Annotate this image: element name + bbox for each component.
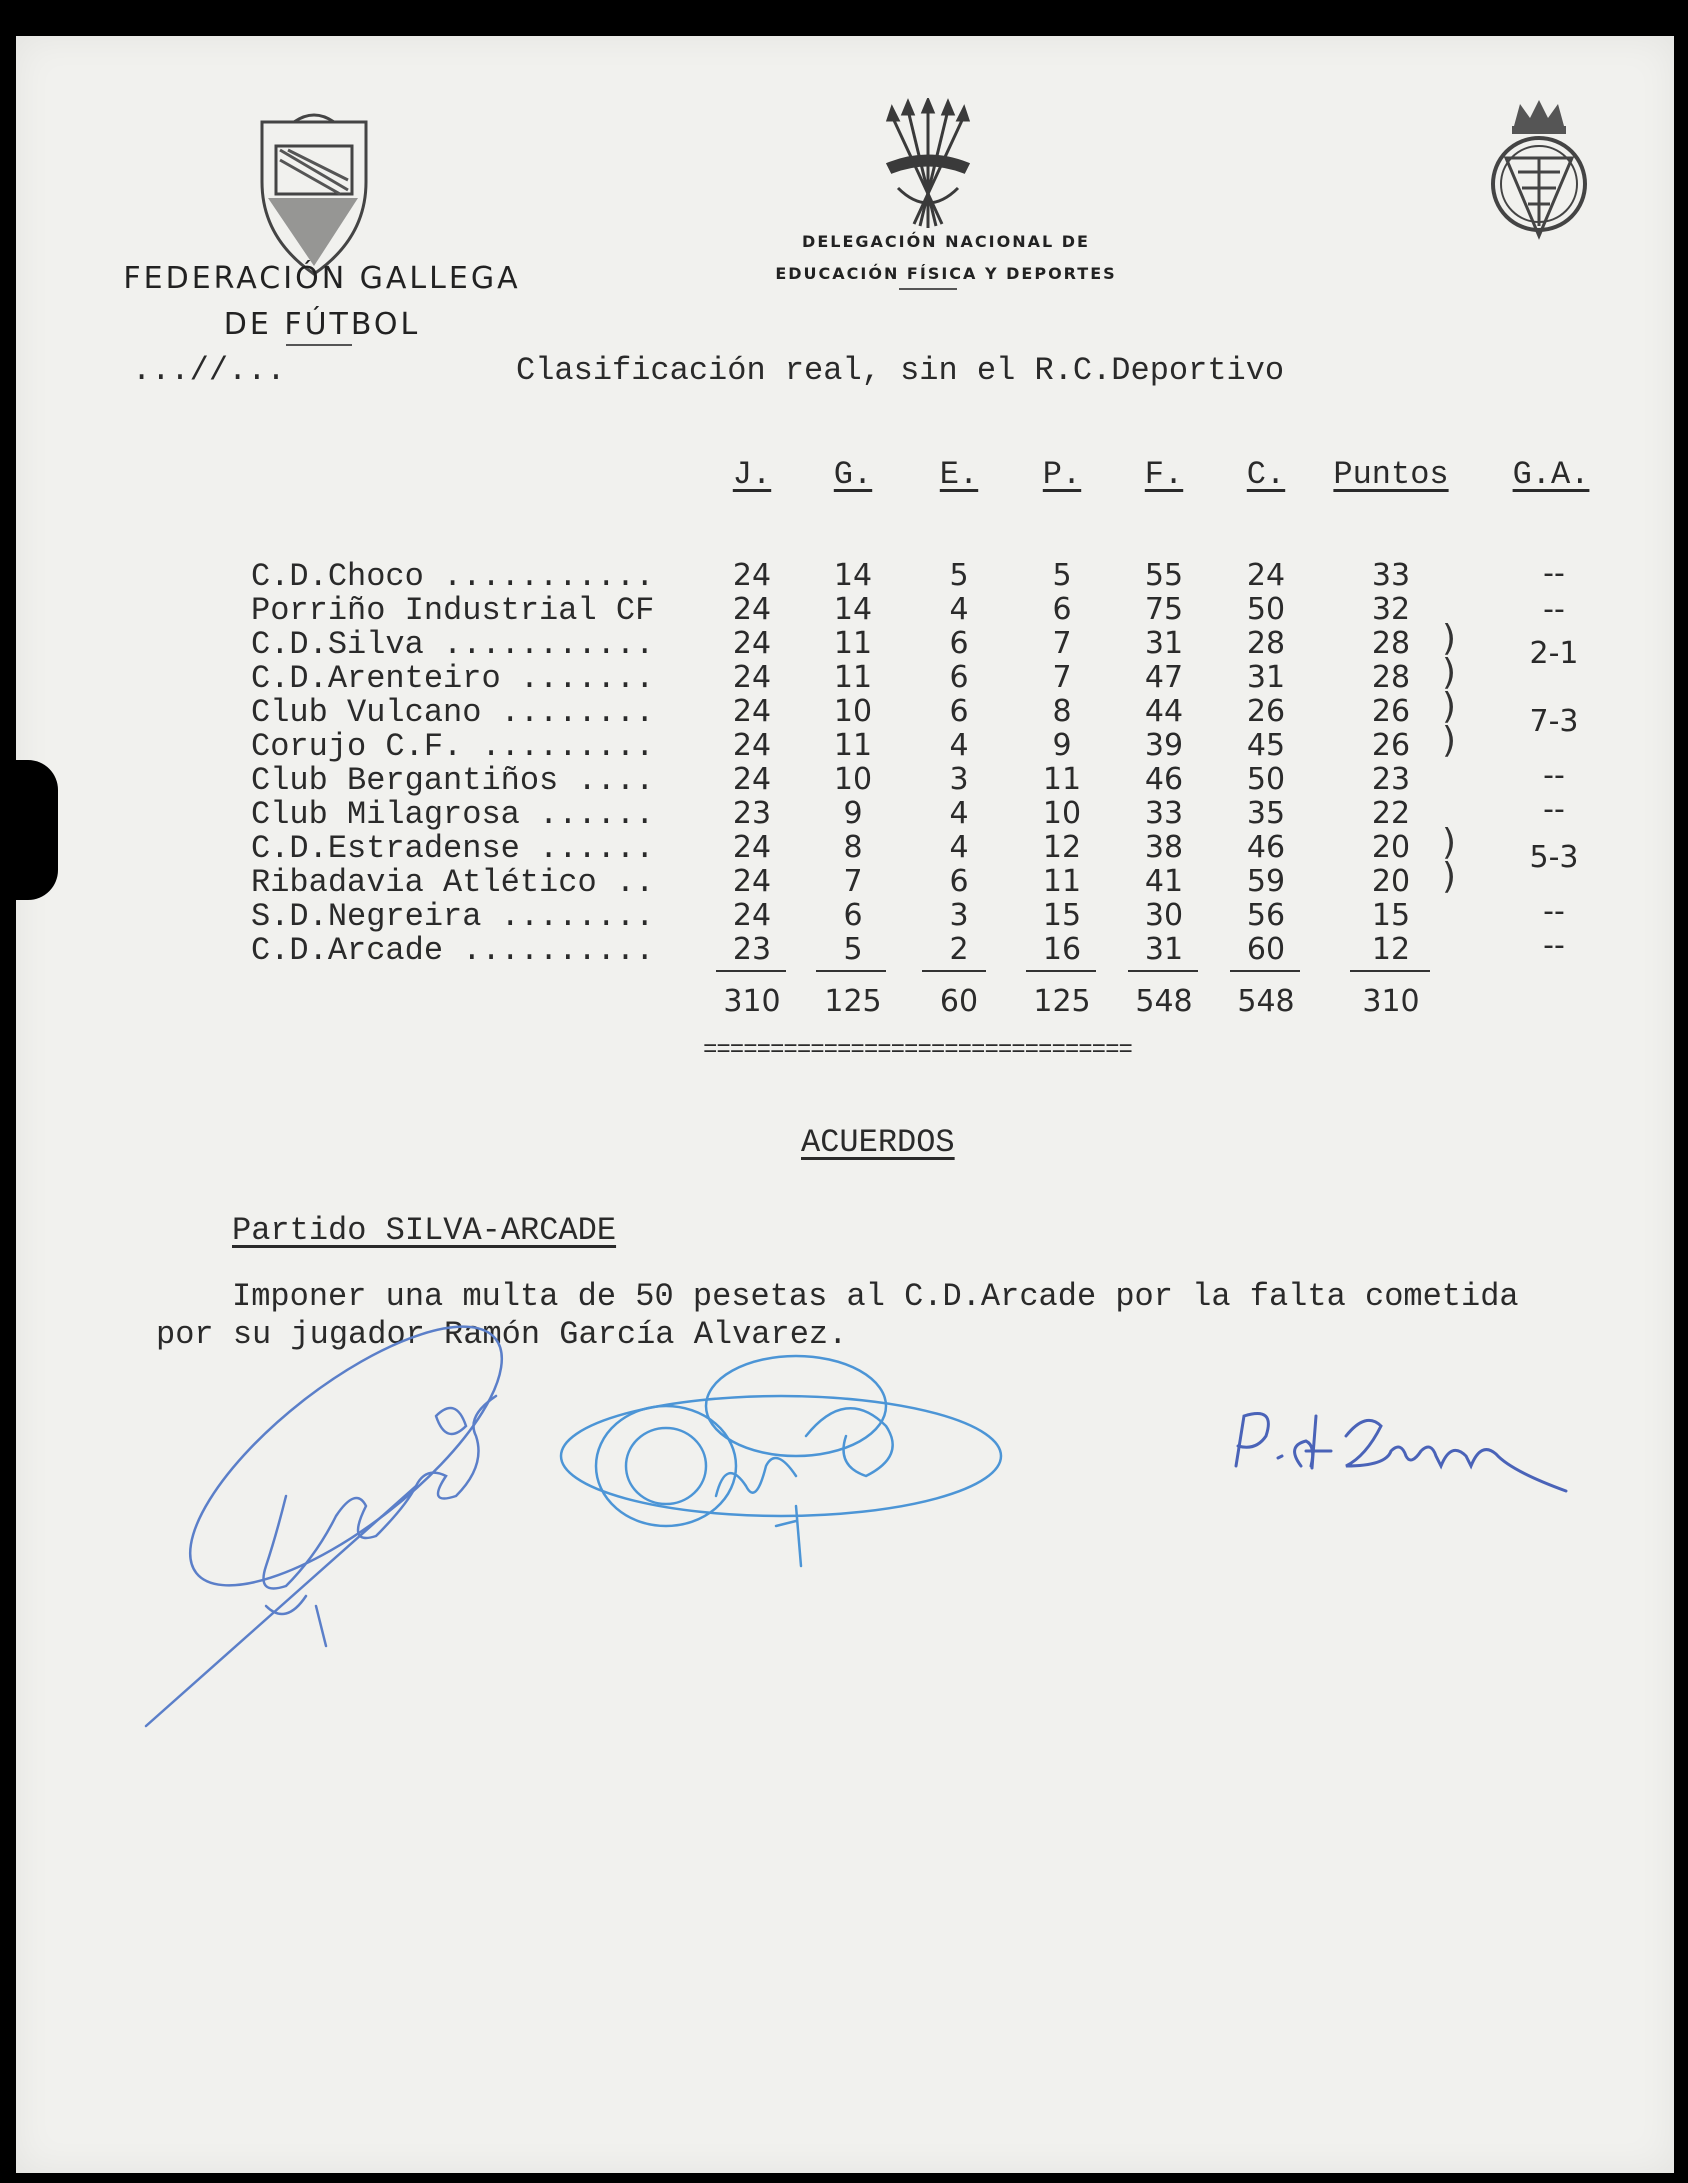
table-cell-g: 8	[843, 830, 863, 865]
signature-right	[1216, 1396, 1586, 1506]
table-cell-p: 6	[1052, 592, 1072, 627]
table-cell-c: 26	[1246, 694, 1286, 729]
table-row-team: C.D.Estradense ......	[251, 830, 655, 867]
table-cell-c: 24	[1246, 558, 1286, 593]
table-cell-f: 41	[1144, 864, 1184, 899]
table-cell-e: 5	[949, 558, 969, 593]
ga-cell: 7-3	[1529, 704, 1579, 739]
table-cell-p: 7	[1052, 626, 1072, 661]
delegation-name	[706, 226, 1186, 290]
table-cell-p: 16	[1042, 932, 1082, 967]
table-cell-j: 24	[732, 728, 772, 763]
ga-cell: 2-1	[1529, 636, 1579, 671]
table-cell-c: 59	[1246, 864, 1286, 899]
table-cell-c: 31	[1246, 660, 1286, 695]
ga-cell: 5-3	[1529, 840, 1579, 875]
federation-divider	[286, 344, 352, 346]
table-cell-j: 24	[732, 592, 772, 627]
table-cell-pts: 28	[1371, 660, 1411, 695]
table-cell-g: 11	[833, 626, 873, 661]
delegation-divider	[899, 288, 957, 290]
sum-rule	[1230, 970, 1300, 972]
ga-cell: --	[1543, 894, 1565, 929]
table-cell-j: 24	[732, 830, 772, 865]
sum-rule	[816, 970, 886, 972]
table-cell-p: 9	[1052, 728, 1072, 763]
table-cell-c: 46	[1246, 830, 1286, 865]
table-cell-f: 39	[1144, 728, 1184, 763]
table-cell-p: 11	[1042, 762, 1082, 797]
punch-mark	[0, 980, 14, 986]
tie-bracket: )	[1442, 720, 1457, 761]
table-cell-g: 11	[833, 660, 873, 695]
table-cell-p: 8	[1052, 694, 1072, 729]
table-cell-pts: 15	[1371, 898, 1411, 933]
table-cell-pts: 33	[1371, 558, 1411, 593]
sum-rule	[716, 970, 786, 972]
table-row-team: C.D.Silva ...........	[251, 626, 655, 663]
table-cell-f: 47	[1144, 660, 1184, 695]
tie-bracket: )	[1442, 686, 1457, 727]
table-row-team: Ribadavia Atlético ..	[251, 864, 655, 901]
reference-mark: ...//...	[132, 352, 286, 389]
total-j: 310	[723, 984, 781, 1019]
col-header-g: G.	[833, 456, 873, 493]
total-f: 548	[1135, 984, 1193, 1019]
col-header-j: J.	[732, 456, 772, 493]
table-cell-pts: 26	[1371, 728, 1411, 763]
federation-shield-logo	[254, 106, 374, 278]
table-row-team: C.D.Choco ...........	[251, 558, 655, 595]
federation-line2: DE FÚTBOL	[223, 307, 421, 342]
table-row-team: Porriño Industrial CF	[251, 592, 655, 629]
ga-cell: --	[1543, 792, 1565, 827]
table-row-team: Corujo C.F. .........	[251, 728, 655, 765]
total-pts: 310	[1362, 984, 1420, 1019]
total-p: 125	[1033, 984, 1091, 1019]
acuerdos-heading: ACUERDOS	[801, 1124, 955, 1161]
table-cell-j: 24	[732, 898, 772, 933]
punch-mark	[0, 540, 14, 546]
col-header-f: F.	[1144, 456, 1184, 493]
table-cell-p: 12	[1042, 830, 1082, 865]
total-c: 548	[1237, 984, 1295, 1019]
table-cell-c: 50	[1246, 762, 1286, 797]
table-cell-g: 5	[843, 932, 863, 967]
table-cell-j: 24	[732, 626, 772, 661]
table-cell-e: 6	[949, 694, 969, 729]
table-cell-g: 9	[843, 796, 863, 831]
document-page	[16, 36, 1674, 2173]
table-cell-c: 35	[1246, 796, 1286, 831]
table-cell-pts: 23	[1371, 762, 1411, 797]
table-cell-e: 4	[949, 796, 969, 831]
resolution-line-1: Imponer una multa de 50 pesetas al C.D.Arcade por la falta cometida	[232, 1278, 1519, 1315]
tie-bracket: )	[1442, 618, 1457, 659]
crowned-shield-logo	[1484, 96, 1594, 246]
table-cell-g: 7	[843, 864, 863, 899]
table-cell-j: 23	[732, 796, 772, 831]
table-cell-f: 75	[1144, 592, 1184, 627]
table-cell-c: 56	[1246, 898, 1286, 933]
table-cell-p: 11	[1042, 864, 1082, 899]
ga-cell: --	[1543, 556, 1565, 591]
ga-cell: --	[1543, 758, 1565, 793]
col-header-ga: G.A.	[1512, 456, 1590, 493]
table-row-team: Club Vulcano ........	[251, 694, 655, 731]
table-cell-g: 6	[843, 898, 863, 933]
table-cell-g: 14	[833, 558, 873, 593]
table-row-team: C.D.Arcade ..........	[251, 932, 655, 969]
table-cell-pts: 28	[1371, 626, 1411, 661]
table-row-team: Club Milagrosa ......	[251, 796, 655, 833]
resolution-line-2: por su jugador Ramón García Alvarez.	[156, 1316, 848, 1353]
col-header-puntos: Puntos	[1333, 456, 1449, 493]
tie-bracket: )	[1442, 822, 1457, 863]
table-cell-c: 50	[1246, 592, 1286, 627]
sum-rule	[1026, 970, 1096, 972]
table-cell-g: 14	[833, 592, 873, 627]
table-cell-j: 24	[732, 558, 772, 593]
table-cell-p: 7	[1052, 660, 1072, 695]
table-cell-f: 33	[1144, 796, 1184, 831]
table-cell-f: 31	[1144, 626, 1184, 661]
table-cell-e: 3	[949, 898, 969, 933]
torn-edge	[0, 760, 58, 900]
table-cell-p: 10	[1042, 796, 1082, 831]
table-cell-pts: 26	[1371, 694, 1411, 729]
table-cell-f: 38	[1144, 830, 1184, 865]
delegation-line1: DELEGACIÓN NACIONAL DE	[802, 232, 1090, 251]
table-cell-e: 2	[949, 932, 969, 967]
document-title: Clasificación real, sin el R.C.Deportivo	[516, 352, 1285, 389]
table-cell-c: 28	[1246, 626, 1286, 661]
federation-line1: FEDERACIÓN GALLEGA	[123, 261, 521, 296]
table-row-team: C.D.Arenteiro .......	[251, 660, 655, 697]
table-row-team: Club Bergantiños ....	[251, 762, 655, 799]
signature-center	[546, 1346, 1016, 1606]
table-cell-pts: 12	[1371, 932, 1411, 967]
sum-rule	[1128, 970, 1198, 972]
table-cell-e: 4	[949, 592, 969, 627]
table-cell-j: 24	[732, 864, 772, 899]
match-subheading: Partido SILVA-ARCADE	[232, 1212, 617, 1249]
double-rule: ================================	[703, 1037, 1132, 1064]
punch-mark	[0, 1920, 14, 1926]
punch-mark	[0, 1608, 14, 1614]
delegation-line2: EDUCACIÓN FÍSICA Y DEPORTES	[775, 264, 1117, 283]
federation-name	[112, 256, 532, 348]
table-cell-p: 5	[1052, 558, 1072, 593]
signature-left	[116, 1306, 596, 1746]
sum-rule	[922, 970, 986, 972]
ga-cell: --	[1543, 928, 1565, 963]
table-cell-f: 44	[1144, 694, 1184, 729]
table-cell-pts: 32	[1371, 592, 1411, 627]
table-cell-e: 3	[949, 762, 969, 797]
ga-cell: --	[1543, 592, 1565, 627]
table-cell-j: 24	[732, 660, 772, 695]
table-cell-g: 10	[833, 762, 873, 797]
table-cell-e: 6	[949, 864, 969, 899]
table-cell-g: 10	[833, 694, 873, 729]
table-cell-pts: 22	[1371, 796, 1411, 831]
table-row-team: S.D.Negreira ........	[251, 898, 655, 935]
table-cell-f: 30	[1144, 898, 1184, 933]
punch-mark	[0, 242, 14, 248]
table-cell-pts: 20	[1371, 864, 1411, 899]
total-e: 60	[939, 984, 979, 1019]
table-cell-pts: 20	[1371, 830, 1411, 865]
yoke-arrows-emblem	[878, 98, 978, 238]
table-cell-j: 24	[732, 762, 772, 797]
table-cell-c: 45	[1246, 728, 1286, 763]
table-cell-f: 46	[1144, 762, 1184, 797]
total-g: 125	[824, 984, 882, 1019]
table-cell-p: 15	[1042, 898, 1082, 933]
col-header-p: P.	[1042, 456, 1082, 493]
table-cell-j: 23	[732, 932, 772, 967]
table-cell-f: 55	[1144, 558, 1184, 593]
table-cell-f: 31	[1144, 932, 1184, 967]
table-cell-j: 24	[732, 694, 772, 729]
table-cell-c: 60	[1246, 932, 1286, 967]
col-header-e: E.	[939, 456, 979, 493]
table-cell-g: 11	[833, 728, 873, 763]
table-cell-e: 4	[949, 728, 969, 763]
table-cell-e: 6	[949, 626, 969, 661]
table-cell-e: 6	[949, 660, 969, 695]
tie-bracket: )	[1442, 856, 1457, 897]
sum-rule	[1350, 970, 1430, 972]
tie-bracket: )	[1442, 652, 1457, 693]
col-header-c: C.	[1246, 456, 1286, 493]
table-cell-e: 4	[949, 830, 969, 865]
